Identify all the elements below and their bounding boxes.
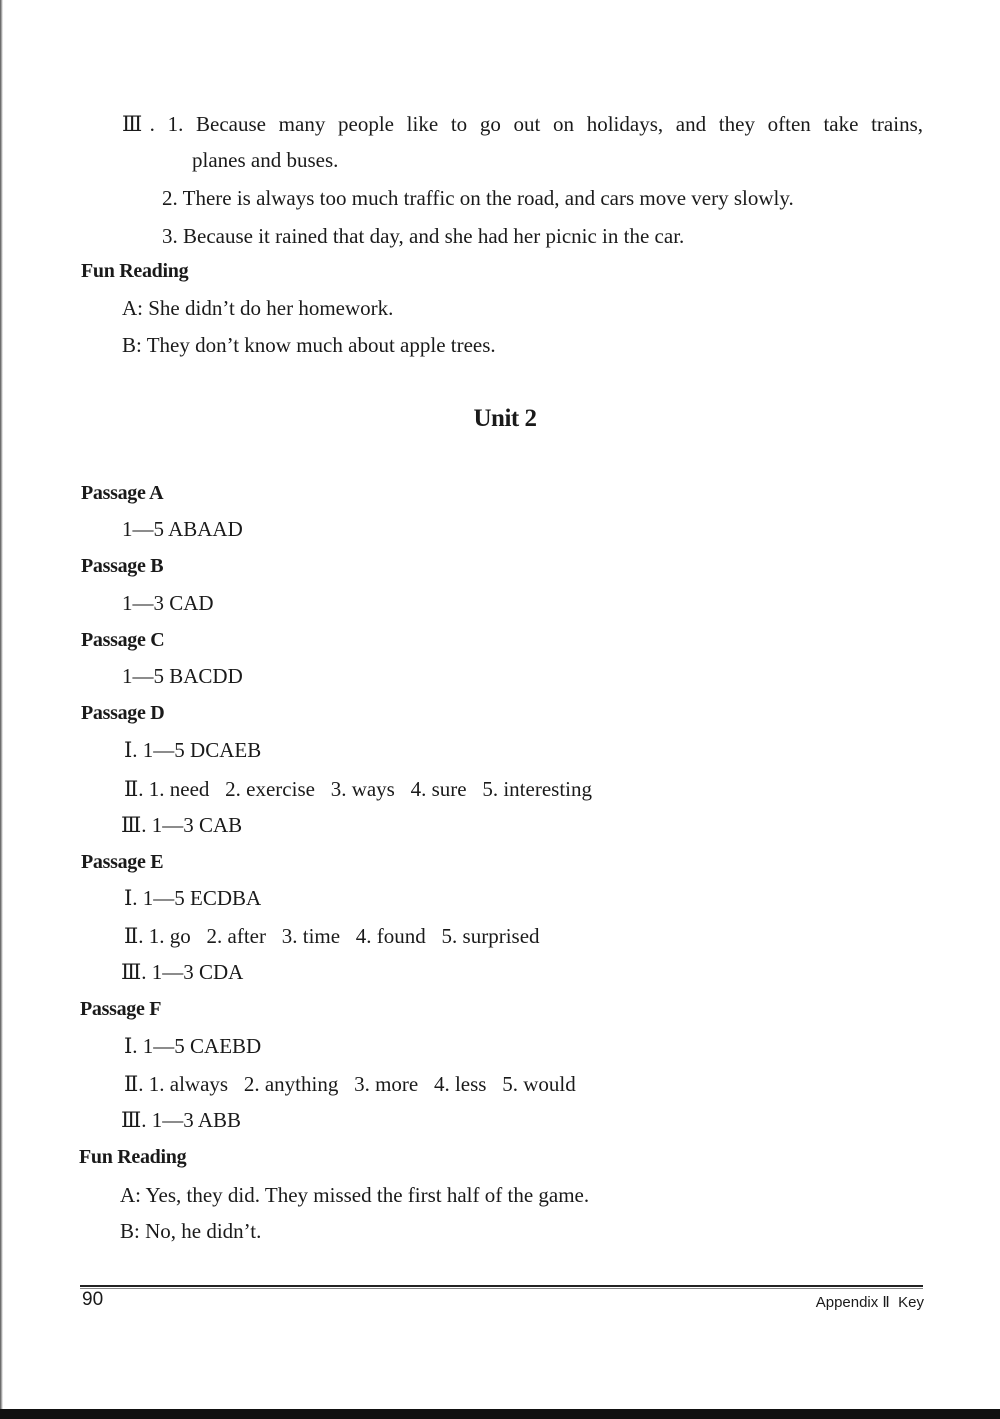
passage-f-part-iii: Ⅲ. 1—3 ABB <box>121 1108 242 1132</box>
unit1-q3-item1: Ⅲ. 1. Because many people like to go out on holidays, and they often take trains, <box>122 112 923 136</box>
passage-d-part-ii: Ⅱ. 1. need 2. exercise 3. ways 4. sure 5. interesting <box>124 777 592 801</box>
footer-rule <box>80 1285 923 1287</box>
passage-e-part-iii: Ⅲ. 1—3 CDA <box>121 960 244 984</box>
passage-c-answers: 1—5 BACDD <box>122 664 243 688</box>
running-footer-title: Appendix Ⅱ Key <box>815 1294 924 1311</box>
passage-a-answers: 1—5 ABAAD <box>122 517 243 541</box>
passage-d-part-i: Ⅰ. 1—5 DCAEB <box>124 738 262 762</box>
passage-a-heading: Passage A <box>81 482 164 504</box>
unit2-fun-reading-answer-a: A: Yes, they did. They missed the first half of the game. <box>120 1183 590 1207</box>
passage-e-part-i: Ⅰ. 1—5 ECDBA <box>124 886 262 910</box>
unit1-q3-item1-continued: planes and buses. <box>192 148 339 172</box>
unit1-fun-reading-answer-b: B: They don’t know much about apple trees. <box>122 333 496 357</box>
passage-b-heading: Passage B <box>81 555 164 577</box>
passage-e-heading: Passage E <box>81 851 164 873</box>
unit1-fun-reading-answer-a: A: She didn’t do her homework. <box>122 296 394 320</box>
passage-f-part-i: Ⅰ. 1—5 CAEBD <box>124 1034 262 1058</box>
passage-d-part-iii: Ⅲ. 1—3 CAB <box>121 813 243 837</box>
passage-d-heading: Passage D <box>81 702 165 724</box>
passage-f-heading: Passage F <box>80 998 162 1020</box>
page-number: 90 <box>82 1289 104 1310</box>
unit1-fun-reading-heading: Fun Reading <box>81 260 189 282</box>
footer-rule-shadow <box>80 1288 923 1289</box>
unit2-fun-reading-heading: Fun Reading <box>79 1146 187 1168</box>
unit1-q3-item3: 3. Because it rained that day, and she had her picnic in the car. <box>162 224 685 248</box>
unit2-title: Unit 2 <box>473 405 537 432</box>
passage-e-part-ii: Ⅱ. 1. go 2. after 3. time 4. found 5. surprised <box>124 924 540 948</box>
passage-c-heading: Passage C <box>81 629 165 651</box>
scan-bottom-edge <box>0 1409 1000 1419</box>
passage-f-part-ii: Ⅱ. 1. always 2. anything 3. more 4. less 5. would <box>124 1072 576 1096</box>
passage-b-answers: 1—3 CAD <box>122 591 214 615</box>
unit1-q3-item2: 2. There is always too much traffic on the road, and cars move very slowly. <box>162 186 794 210</box>
unit2-fun-reading-answer-b: B: No, he didn’t. <box>120 1219 262 1243</box>
scan-left-edge <box>0 0 3 1419</box>
